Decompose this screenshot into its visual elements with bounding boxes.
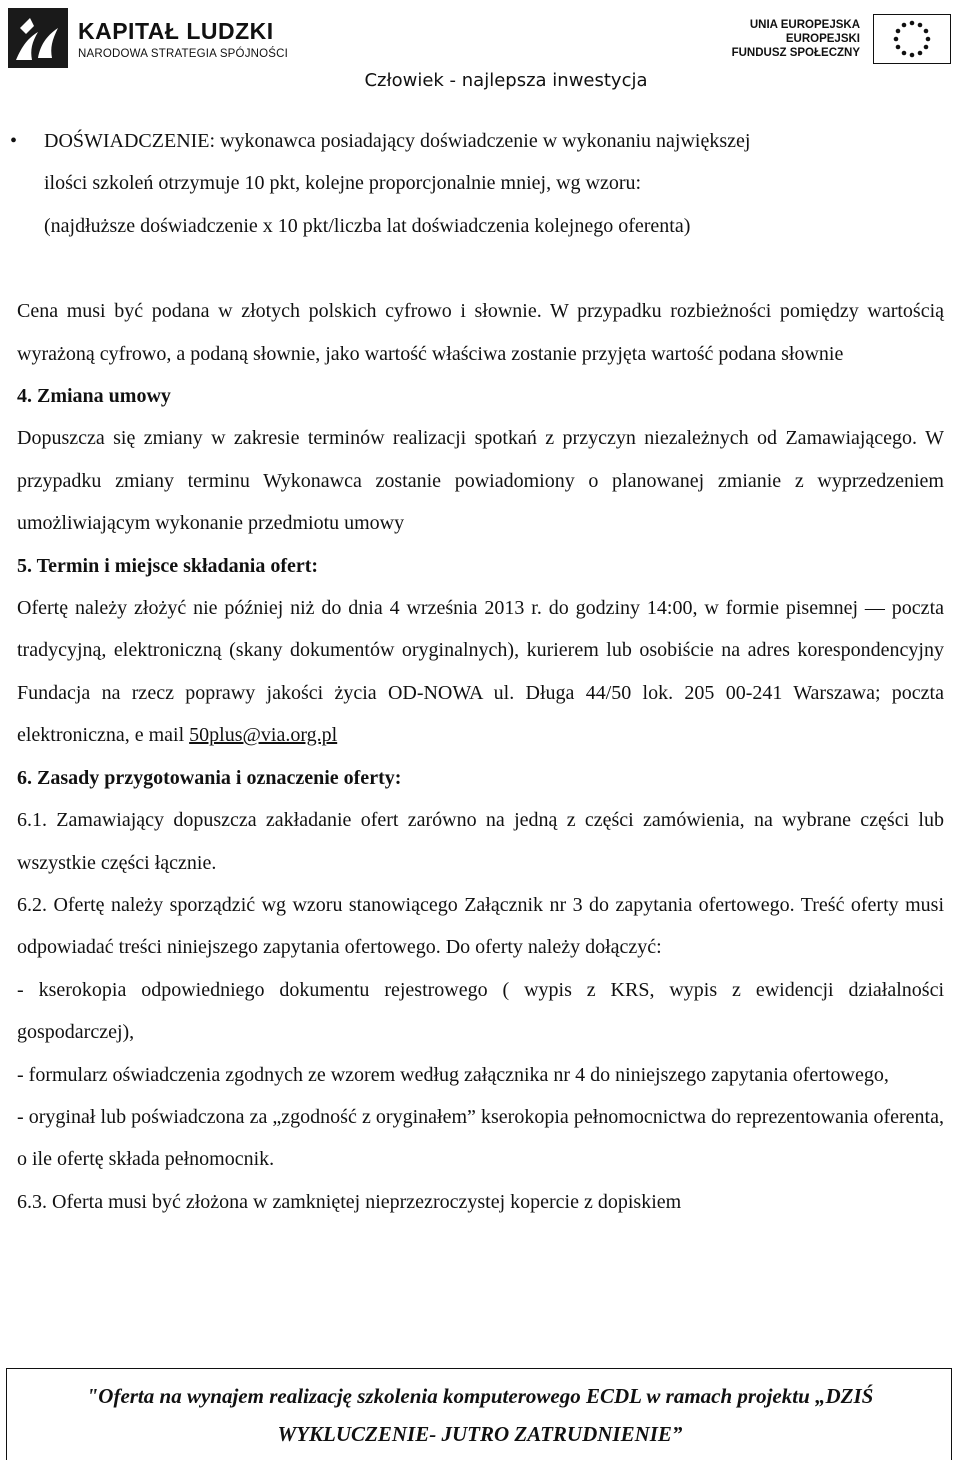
- section-6-2-item-1: - kserokopia odpowiedniego dokumentu rejestrowego ( wypis z KRS, wypis z ewidencji działalności gospodarczej),: [17, 978, 944, 1044]
- section-6-2-item-3: - oryginał lub poświadczona za „zgodność z oryginałem” kserokopia pełnomocnictwa do reprezentowania oferenta, o ile ofertę składa pełnomocnik.: [17, 1105, 944, 1171]
- bullet-icon: •: [10, 130, 18, 152]
- eu-fund-logo: [731, 14, 955, 64]
- eu-flag-icon: [873, 14, 951, 64]
- spacer: [17, 247, 944, 290]
- bullet-line-2: ilości szkoleń otrzymuje 10 pkt, kolejne proporcjonalnie mniej, wg wzoru:: [44, 172, 642, 195]
- page-header: [0, 0, 960, 100]
- section-6-2-item-2: - formularz oświadczenia zgodnych ze wzorem według załącznika nr 4 do niniejszego zapytania ofertowego,: [17, 1063, 889, 1086]
- section-4-text: Dopuszcza się zmiany w zakresie terminów realizacji spotkań z przyczyn niezależnych od Zamawiającego. W przypadku zmiany terminu Wykonawca zostanie powiadomiony o planowanej zmianie z wyprzedzeniem umożliwiającym wykonanie przedmiotu umowy: [17, 427, 944, 535]
- section-6-1: 6.1. Zamawiający dopuszcza zakładanie ofert zarówno na jedną z części zamówienia, na wybrane części lub wszystkie części łącznie.: [17, 809, 944, 874]
- section-6-3: 6.3. Oferta musi być złożona w zamkniętej nieprzezroczystej kopercie z dopiskiem: [17, 1190, 682, 1213]
- eu-line-2: EUROPEJSKI: [785, 33, 860, 45]
- eu-line-3: FUNDUSZ SPOŁECZNY: [731, 47, 860, 59]
- kapital-ludzki-subtitle: NARODOWA STRATEGIA SPÓJNOŚCI: [78, 48, 289, 60]
- section-4-heading: 4. Zmiana umowy: [17, 385, 171, 408]
- offer-label-line-2: WYKLUCZENIE- JUTRO ZATRUDNIENIE”: [277, 1422, 683, 1446]
- eu-fund-text: [732, 18, 860, 60]
- offer-label-line-1: "Oferta na wynajem realizację szkolenia komputerowego ECDL w ramach projektu „DZIŚ: [86, 1384, 874, 1408]
- experience-bullet: [10, 120, 944, 247]
- email-link[interactable]: 50plus@via.org.pl: [189, 724, 338, 747]
- price-note: Cena musi być podana w złotych polskich cyfrowo i słownie. W przypadku rozbieżności pomiędzy wartością wyrażoną cyfrowo, a podaną słownie, jako wartość właściwa zostanie przyjęta wartość podana słownie: [17, 300, 944, 365]
- bullet-line-3: (najdłuższe doświadczenie x 10 pkt/liczba lat doświadczenia kolejnego oferenta): [44, 214, 691, 237]
- document-body: [10, 120, 944, 1223]
- offer-label-text: [7, 1377, 953, 1453]
- section-5-paragraph: [17, 587, 944, 757]
- bullet-line-1: DOŚWIADCZENIE: wykonawca posiadający doświadczenie w wykonaniu największej: [44, 130, 751, 152]
- kapital-ludzki-title: KAPITAŁ LUDZKI: [78, 18, 274, 44]
- eu-line-1: UNIA EUROPEJSKA: [749, 19, 860, 31]
- slogan: Człowiek - najlepsza inwestycja: [364, 70, 648, 91]
- kapital-ludzki-emblem-icon: [8, 8, 68, 68]
- section-6-2: 6.2. Ofertę należy sporządzić wg wzoru stanowiącego Załącznik nr 3 do zapytania ofertowego. Treść oferty musi odpowiadać treści niniejszego zapytania ofertowego. Do oferty należy dołączyć:: [17, 893, 944, 959]
- offer-label-box: [6, 1368, 952, 1460]
- section-6-heading: 6. Zasady przygotowania i oznaczenie oferty:: [17, 766, 402, 789]
- section-5-heading: 5. Termin i miejsce składania ofert:: [17, 554, 319, 577]
- section-5-text: Ofertę należy złożyć nie później niż do dnia 4 września 2013 r. do godziny 14:00, w formie pisemnej — poczta tradycyjną, elektroniczną (skany dokumentów oryginalnych), kurierem lub osobiście na adres korespondencyjny Fundacja na rzecz poprawy jakości życia OD-NOWA ul. Długa 44/50 lok. 205 00-241 Warszawa; poczta elektroniczna, e mail: [17, 597, 944, 747]
- kapital-ludzki-logo: [8, 8, 289, 72]
